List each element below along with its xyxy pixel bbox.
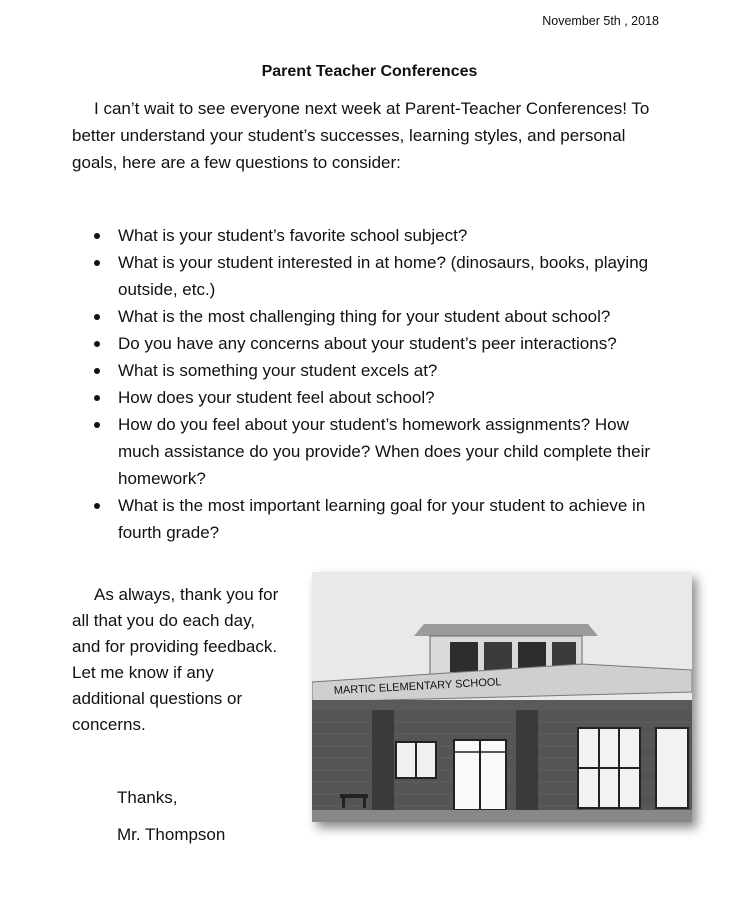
bullet-icon [94, 341, 100, 347]
question-text: What is your student’s favorite school subject? [118, 226, 468, 245]
bullet-icon [94, 395, 100, 401]
signature-name: Mr. Thompson [117, 825, 226, 844]
bullet-icon [94, 260, 100, 266]
list-item [72, 303, 672, 330]
bullet-icon [94, 422, 100, 428]
question-text: How do you feel about your student’s homework assignments? How much assistance do you provide? When does your child complete their homework? [118, 415, 651, 488]
list-item [72, 249, 672, 303]
letter-title: Parent Teacher Conferences [261, 63, 478, 80]
question-text: How does your student feel about school? [118, 388, 435, 407]
bullet-icon [94, 368, 100, 374]
list-item [72, 492, 672, 546]
school-sign-text: MARTIC ELEMENTARY SCHOOL [333, 676, 502, 697]
list-item [72, 222, 672, 249]
question-list [72, 222, 672, 546]
question-text: What is your student interested in at home? (dinosaurs, books, playing outside, etc.) [118, 253, 649, 299]
signoff-thanks: Thanks, [117, 788, 178, 807]
bullet-icon [94, 233, 100, 239]
letter-date: November 5th , 2018 [542, 14, 659, 28]
question-text: What is the most challenging thing for your student about school? [118, 307, 611, 326]
list-item [72, 357, 672, 384]
bullet-icon [94, 314, 100, 320]
list-item [72, 411, 672, 492]
list-item [72, 330, 672, 357]
list-item [72, 384, 672, 411]
question-text: What is the most important learning goal for your student to achieve in fourth grade? [118, 496, 646, 542]
bullet-icon [94, 503, 100, 509]
question-text: Do you have any concerns about your student’s peer interactions? [118, 334, 617, 353]
intro-paragraph [72, 95, 672, 176]
closing-paragraph [72, 582, 287, 738]
question-text: What is something your student excels at? [118, 361, 438, 380]
intro-text: I can’t wait to see everyone next week at Parent-Teacher Conferences! To better understand your student’s successes, learning styles, and personal goals, here are a few questions to consider: [72, 99, 650, 172]
closing-text: As always, thank you for all that you do each day, and for providing feedback. Let me know if any additional questions or concerns. [72, 585, 279, 734]
school-photo [312, 572, 692, 822]
